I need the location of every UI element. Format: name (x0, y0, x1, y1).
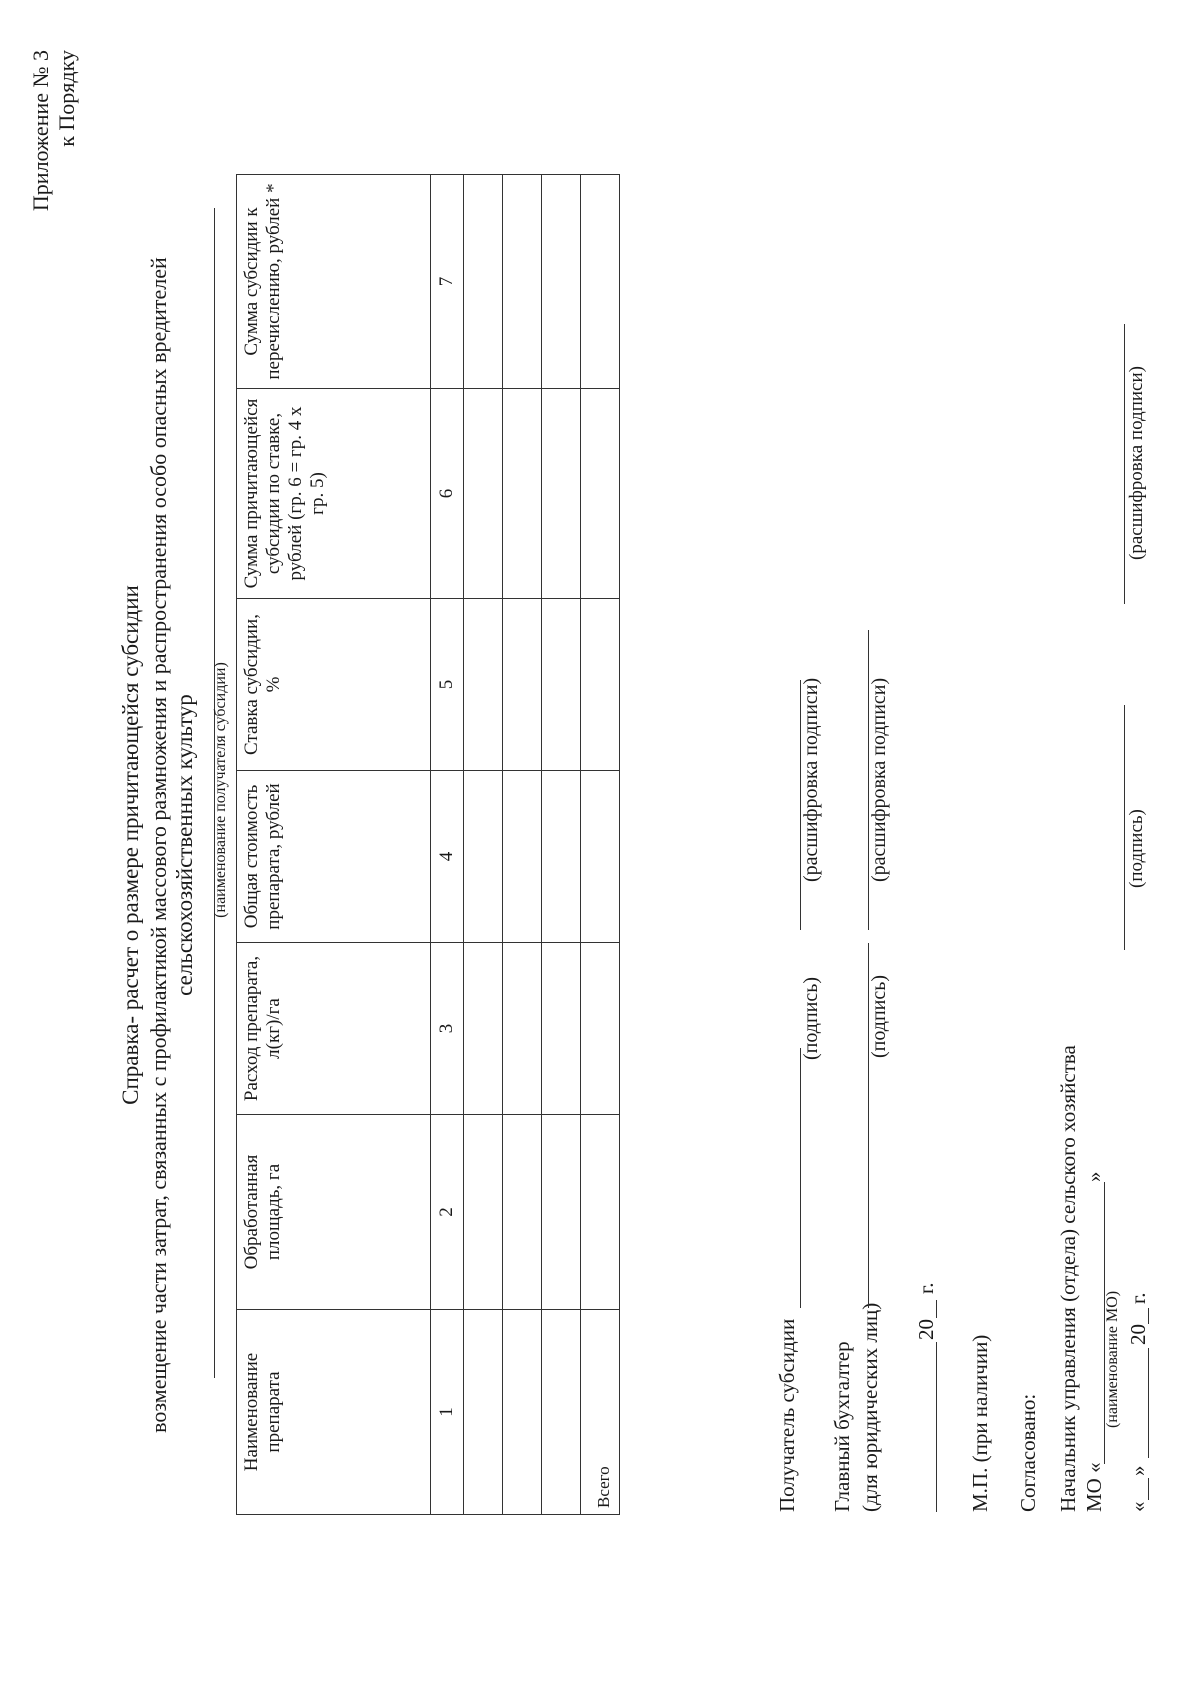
column-number: 5 (431, 599, 464, 771)
head-label: Начальник управления (отдела) сельского хозяйства (1056, 1045, 1080, 1512)
table-cell (542, 389, 581, 599)
table-cell (464, 175, 503, 389)
date2-suffix: г. (1126, 1292, 1150, 1304)
subsidy-table (236, 174, 620, 1515)
table-cell (464, 1115, 503, 1310)
table-cell (542, 599, 581, 771)
header-cell-drug-name: Наименование препарата (237, 1310, 431, 1515)
header-cell-consumption: Расход препарата, л(кг)/га (237, 943, 431, 1115)
date2-quote-open: « (1126, 1501, 1150, 1512)
table-row (542, 175, 581, 1515)
total-label: Всего (581, 1310, 620, 1515)
title-line-2: возмещение части затрат, связанных с профилактикой массового размножения и распространения особо опасных вредителей (146, 257, 171, 1433)
table-cell (581, 389, 620, 599)
mo-name-caption: (наименование МО) (1104, 1290, 1121, 1428)
table-cell (503, 389, 542, 599)
date2-day-line (1148, 1478, 1149, 1500)
accountant-signature-caption: (подпись) (868, 974, 890, 1058)
table-cell (464, 389, 503, 599)
header-cell-total-cost: Общая стоимость препарата, рублей (237, 771, 431, 943)
date-year: 20 (914, 1319, 938, 1340)
table-header-row (237, 175, 431, 1515)
recipient-signature-line (800, 1048, 801, 1308)
header-cell-rate: Ставка субсидии, % (237, 599, 431, 771)
table-cell (581, 1115, 620, 1310)
accountant-sublabel: (для юридических лиц) (858, 1302, 882, 1512)
title-line-1: Справка- расчет о размере причитающейся субсидии (118, 585, 143, 1105)
appendix-number: Приложение № 3 (28, 50, 53, 212)
table-cell (464, 943, 503, 1115)
recipient-transcript-caption: (расшифровка подписи) (800, 677, 822, 882)
column-number: 6 (431, 389, 464, 599)
date-line (936, 1342, 937, 1512)
header-cell-due-sum: Сумма причитающейся субсидии по ставке, рублей (гр. 6 = гр. 4 х гр. 5) (237, 389, 431, 599)
table-number-row (431, 175, 464, 1515)
date2-year: 20 (1126, 1324, 1150, 1345)
header-cell-transfer-sum: Сумма субсидии к перечислению, рублей * (237, 175, 431, 389)
recipient-signature-caption: (подпись) (800, 976, 822, 1060)
table-cell (542, 943, 581, 1115)
date2-quote-close: » (1126, 1465, 1150, 1476)
table-cell (581, 943, 620, 1115)
table-cell (503, 175, 542, 389)
table-cell (503, 599, 542, 771)
recipient-name-caption: (наименование получателя субсидии) (212, 662, 229, 918)
table-cell (581, 599, 620, 771)
title-line-3: сельскохозяйственных культур (172, 694, 197, 996)
appendix-header (28, 50, 80, 211)
column-number: 2 (431, 1115, 464, 1310)
accountant-transcript-caption: (расшифровка подписи) (868, 677, 890, 882)
table-cell (542, 771, 581, 943)
table-cell (464, 599, 503, 771)
table-cell (581, 175, 620, 389)
table-cell (464, 1310, 503, 1515)
mo-suffix: » (1082, 1171, 1106, 1182)
table-cell (542, 1115, 581, 1310)
table-cell (542, 175, 581, 389)
table-row (503, 175, 542, 1515)
date-suffix: г. (914, 1282, 938, 1294)
column-number: 1 (431, 1310, 464, 1515)
mo-prefix: МО « (1082, 1462, 1106, 1512)
table-row (464, 175, 503, 1515)
recipient-label: Получатель субсидии (775, 1318, 799, 1512)
head-signature-caption: (подпись) (1126, 809, 1147, 888)
column-number: 4 (431, 771, 464, 943)
date-year-line (936, 1300, 937, 1318)
header-cell-area: Обработанная площадь, га (237, 1115, 431, 1310)
table-cell (503, 1115, 542, 1310)
date2-month-line (1148, 1348, 1149, 1458)
column-number: 3 (431, 943, 464, 1115)
table-cell (503, 943, 542, 1115)
table-cell (464, 771, 503, 943)
column-number: 7 (431, 175, 464, 389)
agreed-label: Согласовано: (1016, 1393, 1040, 1512)
date2-year-line (1148, 1308, 1149, 1324)
head-transcript-caption: (расшифровка подписи) (1126, 366, 1147, 560)
table-cell (503, 1310, 542, 1515)
appendix-order: к Порядку (54, 50, 79, 147)
stamp-label: М.П. (при наличии) (968, 1334, 992, 1512)
table-cell (542, 1310, 581, 1515)
table-cell (503, 771, 542, 943)
table-total-row (581, 175, 620, 1515)
accountant-label: Главный бухгалтер (830, 1341, 854, 1512)
head-signature-line (1124, 705, 1125, 950)
table-cell (581, 771, 620, 943)
head-transcript-line (1124, 324, 1125, 604)
